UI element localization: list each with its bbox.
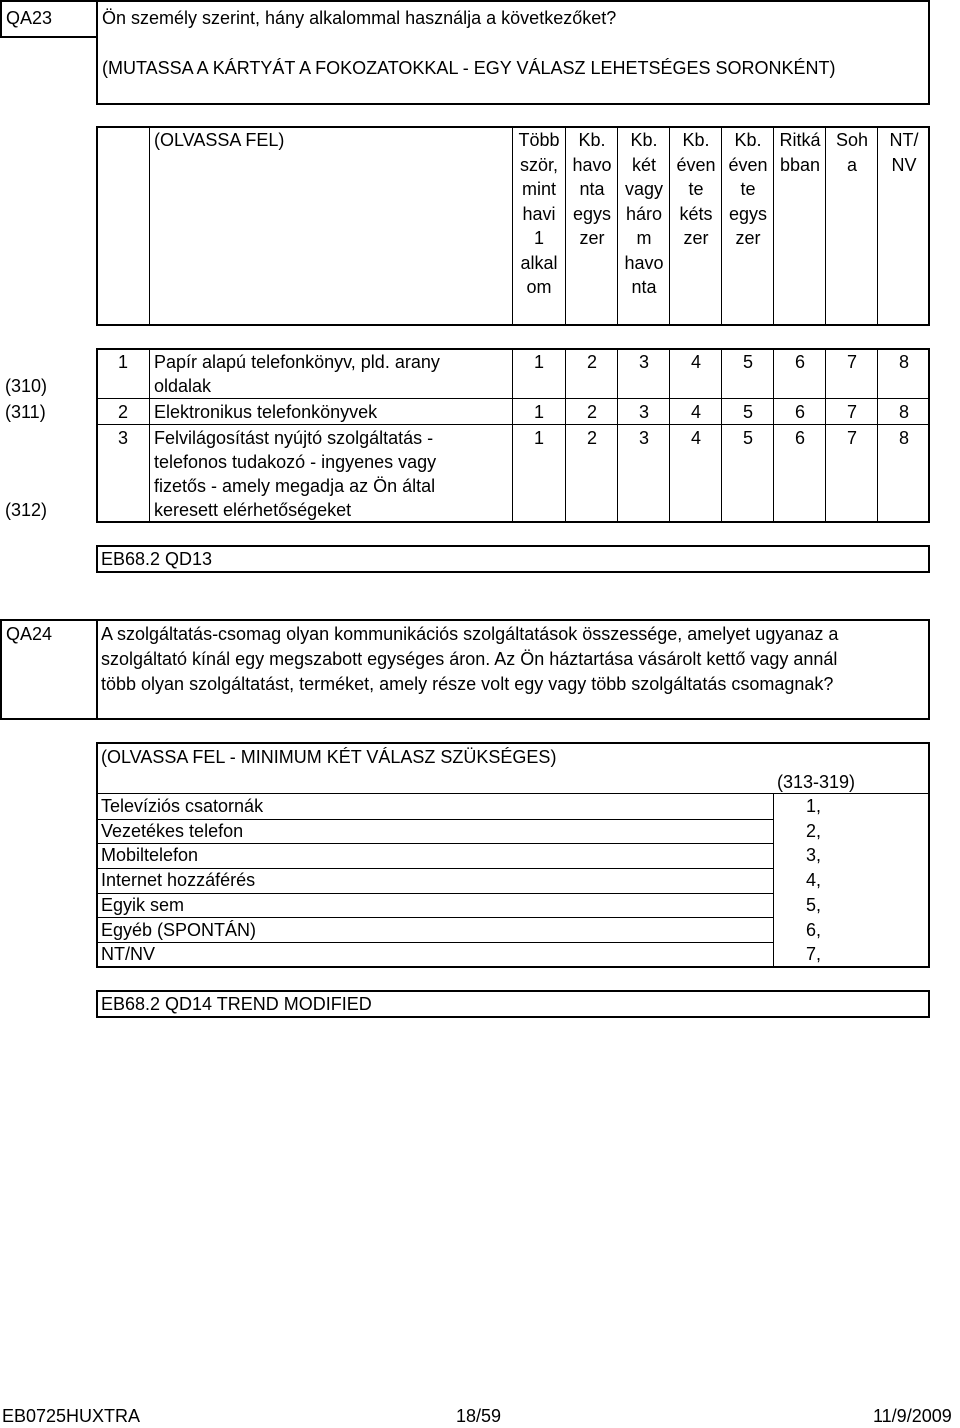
column-header-line: te	[740, 179, 756, 199]
column-header	[774, 128, 826, 177]
option-label: Egyéb (SPONTÁN)	[101, 919, 257, 940]
option-label: Internet hozzáférés	[101, 870, 256, 891]
column-header-line: NV	[891, 154, 917, 175]
column-header-line: om	[526, 277, 552, 297]
footer-date: 11/9/2009	[873, 1406, 952, 1426]
qa23-source-box	[96, 545, 930, 573]
scale-code[interactable]: 6	[794, 402, 805, 422]
qa23-source: EB68.2 QD13	[101, 549, 213, 569]
scale-code[interactable]: 5	[742, 352, 753, 372]
grid-line	[96, 942, 774, 943]
row-variable-code: (311)	[5, 402, 46, 422]
column-header	[566, 128, 618, 251]
scale-code[interactable]: 1	[533, 428, 544, 448]
column-header	[670, 128, 722, 251]
scale-code[interactable]: 8	[898, 402, 909, 422]
column-header-line: zer	[735, 228, 761, 248]
option-code[interactable]: 7,	[806, 944, 822, 965]
column-header-line: Több	[518, 130, 560, 150]
qa23-question: Ön személy szerint, hány alkalommal használja a következőket?	[102, 8, 617, 28]
qa24-code-range: (313-319)	[777, 772, 856, 792]
column-header-line: te	[688, 179, 704, 199]
option-label: Mobiltelefon	[101, 845, 199, 866]
column-header-line: két	[631, 154, 656, 175]
column-header-line: zer	[683, 228, 709, 248]
row-number: 1	[118, 352, 129, 372]
footer-doc-id: EB0725HUXTRA	[2, 1406, 141, 1426]
column-header-line: Kb.	[578, 130, 606, 150]
column-header	[722, 128, 774, 251]
scale-code[interactable]: 7	[846, 352, 857, 372]
grid-line	[149, 348, 150, 523]
column-header-line: Kb.	[630, 130, 658, 150]
option-code[interactable]: 5,	[806, 894, 822, 915]
row-label: Felvilágosítást nyújtó szolgáltatás -	[154, 428, 434, 448]
option-label: Televíziós csatornák	[101, 796, 264, 816]
scale-code[interactable]: 4	[690, 402, 701, 422]
row-label: Elektronikus telefonkönyvek	[154, 402, 378, 422]
column-header-line: Soh	[835, 130, 869, 150]
scale-code[interactable]: 8	[898, 352, 909, 372]
row-label: fizetős - amely megadja az Ön által	[154, 476, 436, 496]
row-number: 3	[118, 428, 129, 448]
column-header-line: éven	[728, 154, 768, 175]
scale-code[interactable]: 2	[586, 352, 597, 372]
scale-code[interactable]: 7	[846, 428, 857, 448]
row-label: Papír alapú telefonkönyv, pld. arany	[154, 352, 440, 372]
column-header-line: Kb.	[682, 130, 710, 150]
column-header-line: egys	[572, 203, 612, 224]
option-label: Vezetékes telefon	[101, 820, 244, 841]
column-header-line: Kb.	[734, 130, 762, 150]
qa24-instruction: (OLVASSA FEL - MINIMUM KÉT VÁLASZ SZÜKSÉGES)	[101, 747, 557, 767]
column-header-line: egys	[728, 203, 768, 224]
column-header-line: havo	[624, 252, 664, 273]
scale-code[interactable]: 2	[586, 402, 597, 422]
option-code[interactable]: 3,	[806, 845, 822, 866]
qa24-question-line: A szolgáltatás-csomag olyan kommunikációs szolgáltatások összessége, amelyet ugyanaz a	[101, 624, 839, 644]
column-header	[826, 128, 878, 177]
scale-code[interactable]: 5	[742, 428, 753, 448]
column-header-line: a	[846, 154, 857, 175]
scale-code[interactable]: 6	[794, 352, 805, 372]
option-label: Egyik sem	[101, 894, 185, 915]
scale-code[interactable]: 2	[586, 428, 597, 448]
scale-code[interactable]: 8	[898, 428, 909, 448]
row-number: 2	[118, 402, 129, 422]
qa23-code: QA23	[6, 8, 53, 28]
row-label: oldalak	[154, 376, 212, 396]
option-code[interactable]: 2,	[806, 820, 822, 841]
column-header-line: ször,	[519, 154, 558, 175]
column-header	[618, 128, 670, 300]
column-header-line: nta	[579, 179, 605, 199]
column-header-line: kéts	[679, 203, 713, 224]
column-header-line: mint	[521, 179, 556, 199]
scale-code[interactable]: 4	[690, 428, 701, 448]
column-header-line: havi	[522, 203, 556, 224]
column-header-line: vagy	[624, 179, 664, 199]
column-header-line: éven	[676, 154, 716, 175]
scale-code[interactable]: 3	[638, 428, 649, 448]
option-code[interactable]: 4,	[806, 870, 822, 891]
qa24-code: QA24	[6, 624, 53, 644]
scale-code[interactable]: 5	[742, 402, 753, 422]
qa23-read-out: (OLVASSA FEL)	[154, 130, 285, 150]
footer-page: 18/59	[456, 1406, 502, 1426]
column-header-line: nta	[631, 277, 657, 297]
scale-code[interactable]: 3	[638, 352, 649, 372]
grid-line	[96, 893, 774, 894]
grid-line	[149, 126, 150, 326]
option-label: NT/NV	[101, 944, 155, 965]
scale-code[interactable]: 7	[846, 402, 857, 422]
column-header	[878, 128, 930, 177]
column-header-line: 1	[533, 228, 544, 248]
column-header-line: havo	[572, 154, 612, 175]
qa24-question-line: több olyan szolgáltatást, terméket, amely része volt egy vagy több szolgáltatás csomagnak?	[101, 674, 834, 694]
row-label: keresett elérhetőségeket	[154, 500, 352, 520]
column-header-line: zer	[579, 228, 605, 248]
column-header-line: bban	[779, 154, 821, 175]
qa24-question-line: szolgáltató kínál egy megszabott egységes áron. Az Ön háztartása vásárolt kettő vagy annál	[101, 649, 838, 669]
column-header-line: NT/	[889, 130, 919, 150]
column-header-line: háro	[625, 203, 663, 224]
qa23-instruction: (MUTASSA A KÁRTYÁT A FOKOZATOKKAL - EGY VÁLASZ LEHETSÉGES SORONKÉNT)	[102, 58, 836, 78]
scale-code[interactable]: 4	[690, 352, 701, 372]
column-header-line: m	[636, 228, 652, 248]
scale-code[interactable]: 3	[638, 402, 649, 422]
option-code[interactable]: 6,	[806, 919, 822, 940]
scale-code[interactable]: 1	[533, 352, 544, 372]
row-label: telefonos tudakozó - ingyenes vagy	[154, 452, 437, 472]
column-header-line: Ritká	[779, 130, 821, 150]
column-header	[513, 128, 565, 300]
column-header-line: alkal	[520, 252, 558, 273]
row-variable-code: (310)	[5, 376, 48, 396]
scale-code[interactable]: 1	[533, 402, 544, 422]
grid-line	[96, 424, 930, 425]
scale-code[interactable]: 6	[794, 428, 805, 448]
row-variable-code: (312)	[5, 500, 48, 520]
qa24-source: EB68.2 QD14 TREND MODIFIED	[101, 994, 372, 1014]
option-code[interactable]: 1,	[806, 796, 822, 816]
grid-line	[96, 398, 930, 399]
